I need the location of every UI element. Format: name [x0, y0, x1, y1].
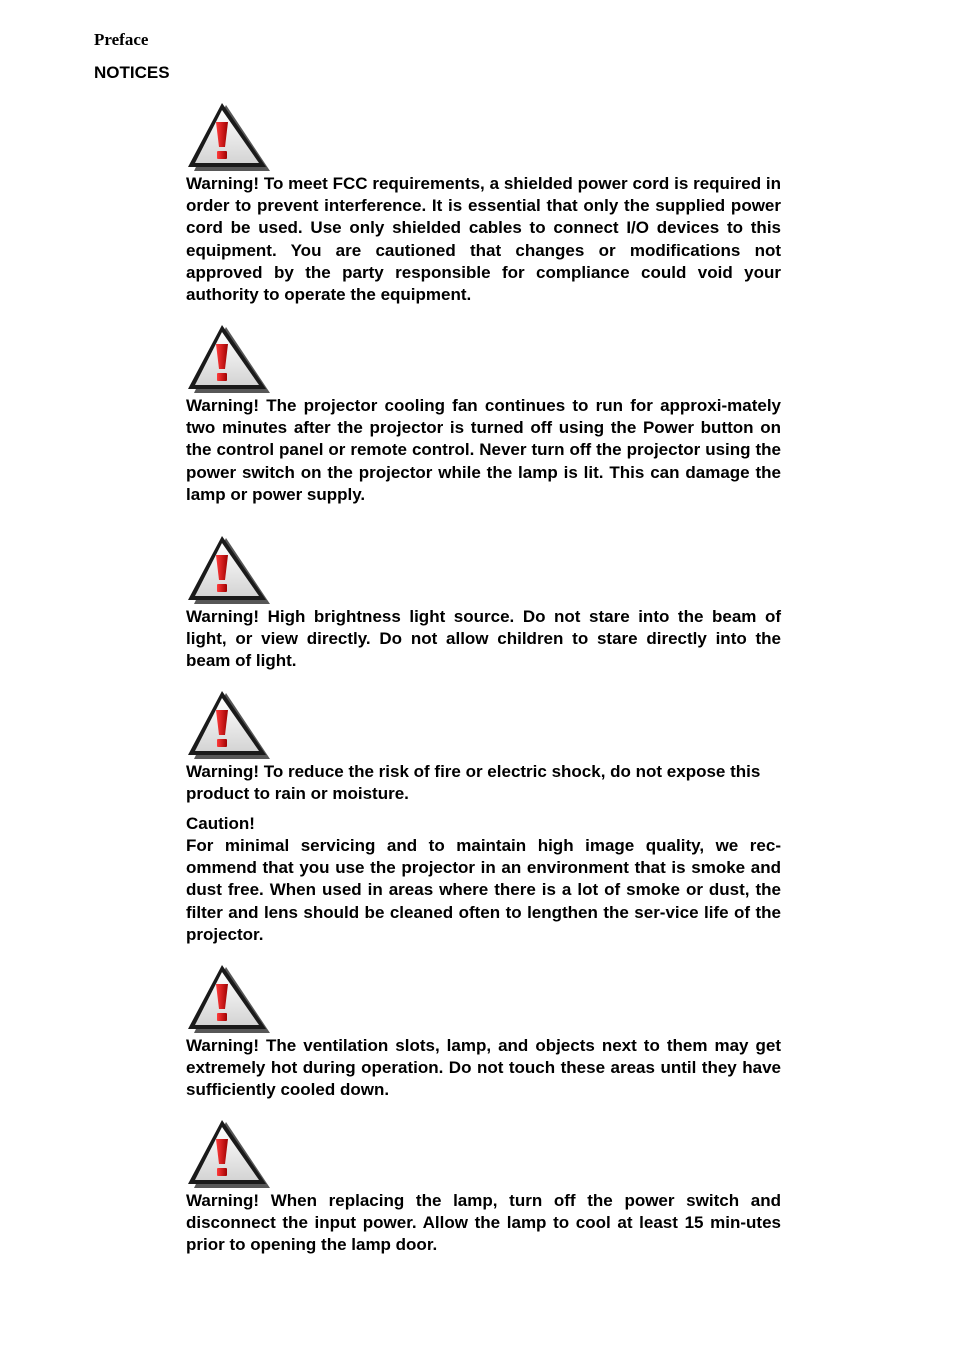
- page-title: NOTICES: [94, 63, 170, 82]
- warning-triangle-icon: [186, 534, 272, 606]
- warning-triangle-icon: [186, 323, 272, 395]
- warning-fcc-text: Warning! To meet FCC requirements, a shielded power cord is required in order to prevent interference. It is essential that only the supplied power cord be used. Use only shielded cables to connect I/O devices to this equipment. You are cautioned that changes or modifications not approved by the party responsible for compliance could void your authority to operate the equipment.: [186, 174, 781, 305]
- warning-triangle-icon: [186, 101, 272, 173]
- warning-brightness-text: Warning! High brightness light source. Do not stare into the beam of light, or view directly. Do not allow children to stare directly into the beam of light.: [186, 607, 781, 671]
- warning-shock-text: Warning! To reduce the risk of fire or electric shock, do not expose this product to rain or moisture.: [186, 762, 761, 804]
- warning-hot-surfaces-text: Warning! The ventilation slots, lamp, and objects next to them may get extremely hot during operation. Do not touch these areas until they have sufficiently cooled down.: [186, 1036, 781, 1100]
- warning-triangle-icon: [186, 963, 272, 1035]
- warning-lamp-replacement-text: Warning! When replacing the lamp, turn off the power switch and disconnect the input power. Allow the lamp to cool at least 15 min-utes prior to opening the lamp door.: [186, 1191, 781, 1255]
- warning-triangle-icon: [186, 1118, 272, 1190]
- caution-text: For minimal servicing and to maintain high image quality, we rec-ommend that you use the projector in an environment that is smoke and dust free. When used in areas where there is a lot of smoke or dust, the filter and lens should be cleaned often to lengthen the ser-vice life of the projector.: [186, 836, 781, 944]
- section-header: Preface: [94, 30, 149, 49]
- caution-title: Caution!: [186, 814, 255, 833]
- warning-cooling-fan-text: Warning! The projector cooling fan continues to run for approxi-mately two minutes after the projector is turned off using the Power button on the control panel or remote control. Never turn off the projector using the power switch on the projector while the lamp is lit. This can damage the lamp or power supply.: [186, 396, 781, 504]
- warning-triangle-icon: [186, 689, 272, 761]
